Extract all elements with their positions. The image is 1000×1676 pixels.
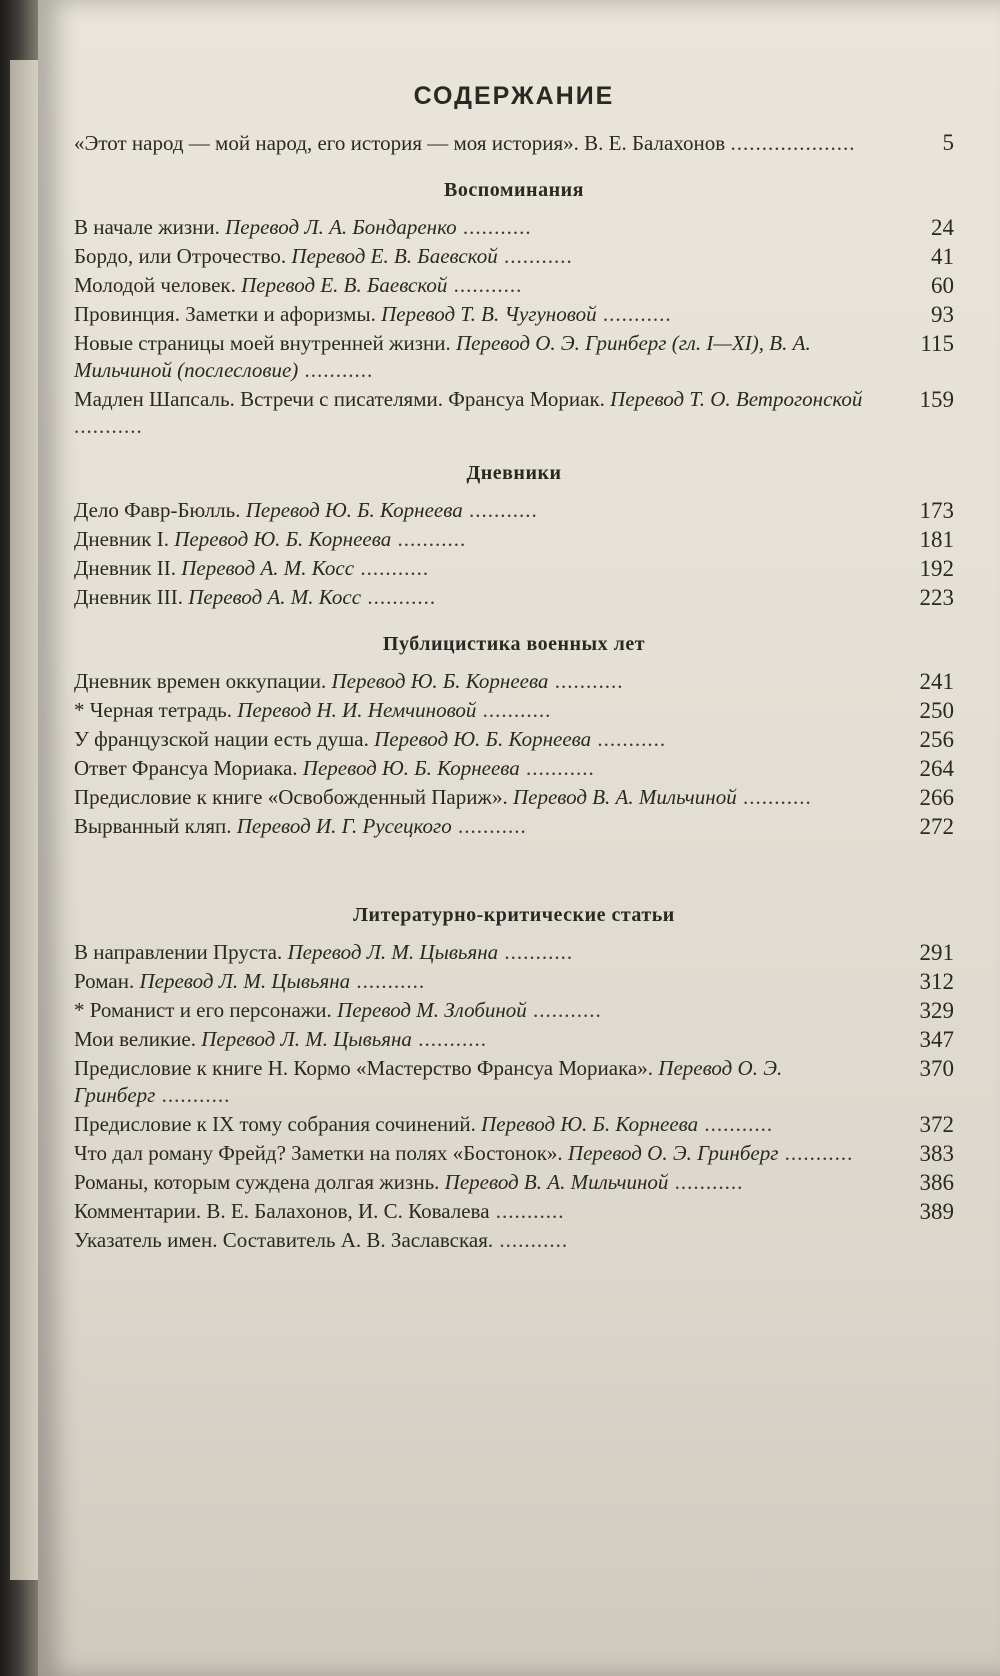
entry-title: Ответ Франсуа Мориака.: [74, 756, 303, 780]
leader-dots: ...........: [451, 814, 527, 838]
entry-title: В начале жизни.: [74, 215, 226, 239]
leader-dots: ...........: [350, 969, 426, 993]
entry-translator: Перевод Ю. Б. Корнеева: [174, 527, 392, 551]
leader-dots: ...........: [489, 1199, 565, 1223]
leader-dots: ...........: [498, 940, 574, 964]
toc-entry: [74, 497, 954, 524]
entry-page-number: 312: [919, 969, 954, 994]
intro-page-number: 5: [942, 130, 954, 155]
entry-page-number: 241: [919, 669, 954, 694]
entry-title: Предисловие к книге «Освобожденный Париж».: [74, 785, 513, 809]
leader-dots: ...........: [155, 1083, 231, 1107]
toc-entry: [74, 1227, 954, 1254]
entry-page-number: 347: [919, 1027, 954, 1052]
entry-title: Бордо, или Отрочество.: [74, 244, 292, 268]
entry-translator: Перевод А. М. Косс: [181, 556, 355, 580]
leader-dots: ...........: [354, 556, 430, 580]
entry-title: Дневник времен оккупации.: [74, 669, 332, 693]
entry-page-number: 372: [919, 1112, 954, 1137]
toc-entry: [74, 997, 954, 1024]
entry-title: Мои великие.: [74, 1027, 202, 1051]
intro-text: «Этот народ — мой народ, его история — моя история». В. Е. Балахонов: [74, 131, 726, 155]
entry-translator: Перевод Л. М. Цывьяна: [287, 940, 499, 964]
entry-page-number: 181: [919, 527, 954, 552]
entry-title: Предисловие к книге Н. Кормо «Мастерство Франсуа Мориака».: [74, 1056, 659, 1080]
toc-entry: [74, 1169, 954, 1196]
toc-entry: [74, 939, 954, 966]
leader-dots: ...........: [456, 215, 532, 239]
leader-dots: ...........: [74, 414, 143, 438]
toc-entry: [74, 697, 954, 724]
entry-translator: Перевод Т. В. Чугуновой: [381, 302, 597, 326]
entry-translator: Перевод Ю. Б. Корнеева: [374, 727, 592, 751]
entry-title: Провинция. Заметки и афоризмы.: [74, 302, 382, 326]
entry-translator: Перевод Ю. Б. Корнеева: [245, 498, 463, 522]
toc-entry: [74, 386, 954, 440]
entry-title: Молодой человек.: [74, 273, 242, 297]
entry-page-number: 264: [919, 756, 954, 781]
entry-page-number: 370: [919, 1056, 954, 1081]
table-of-contents: [74, 70, 954, 1256]
entry-page-number: 192: [919, 556, 954, 581]
entry-page-number: 93: [931, 302, 954, 327]
toc-entry: [74, 1198, 954, 1225]
entry-page-number: 266: [919, 785, 954, 810]
entry-translator: Перевод Н. И. Немчиновой: [237, 698, 477, 722]
toc-entry: [74, 330, 954, 384]
entry-page-number: 389: [919, 1199, 954, 1224]
entry-translator: Перевод Т. О. Ветрогонской: [610, 387, 863, 411]
entry-page-number: 383: [919, 1141, 954, 1166]
entry-title: Дневник III.: [74, 585, 189, 609]
entry-title: Что дал роману Фрейд? Заметки на полях «Бостонок».: [74, 1141, 568, 1165]
leader-dots: ...........: [497, 244, 573, 268]
toc-entry: [74, 584, 954, 611]
entry-title: Указатель имен. Составитель А. В. Заславская.: [74, 1228, 494, 1252]
toc-entry: [74, 784, 954, 811]
entry-title: * Черная тетрадь.: [74, 698, 238, 722]
leader-dots: ...........: [526, 998, 602, 1022]
leader-dots: ...........: [411, 1027, 487, 1051]
entry-title: Дневник II.: [74, 556, 182, 580]
toc-entry: [74, 243, 954, 270]
entry-page-number: 60: [931, 273, 954, 298]
entry-title: Дневник I.: [74, 527, 175, 551]
entry-page-number: 24: [931, 215, 954, 240]
section-spacer: [74, 842, 954, 882]
entry-title: Новые страницы моей внутренней жизни.: [74, 331, 456, 355]
toc-entry: [74, 272, 954, 299]
leader-dots: ...........: [778, 1141, 854, 1165]
leader-dots: ...........: [447, 273, 523, 297]
entry-page-number: 329: [919, 998, 954, 1023]
entry-title: Дело Фавр-Бюлль.: [74, 498, 246, 522]
entry-translator: Перевод А. М. Косс: [188, 585, 362, 609]
section-title: Дневники: [466, 462, 562, 484]
leader-dots: ...........: [476, 698, 552, 722]
entry-translator: Перевод Е. В. Баевской: [241, 273, 448, 297]
entry-translator: Перевод О. Э. Гринберг: [74, 1056, 783, 1107]
toc-entry: [74, 668, 954, 695]
entry-translator: Перевод Л. М. Цывьяна: [139, 969, 351, 993]
entry-translator: Перевод Л. М. Цывьяна: [201, 1027, 412, 1051]
leader-dots: ...........: [391, 527, 467, 551]
leader-dots: ...........: [493, 1228, 569, 1252]
entry-translator: Перевод В. А. Мильчиной: [512, 785, 737, 809]
entry-title: В направлении Пруста.: [74, 940, 288, 964]
section-title: Публицистика военных лет: [382, 633, 646, 655]
entry-title: Романы, которым суждена долгая жизнь.: [74, 1170, 445, 1194]
leader-dots: ...........: [548, 669, 624, 693]
leader-dots: ...........: [298, 358, 374, 382]
leader-dots: ...........: [361, 585, 437, 609]
entry-page-number: 272: [919, 814, 954, 839]
entry-title: Предисловие к IX тому собрания сочинений.: [74, 1112, 482, 1136]
leader-dots: ....................: [730, 131, 856, 155]
toc-entry: [74, 1026, 954, 1053]
page-title: СОДЕРЖАНИЕ: [413, 82, 615, 110]
toc-entry: [74, 813, 954, 840]
leader-dots: ...........: [668, 1170, 744, 1194]
leader-dots: ...........: [736, 785, 812, 809]
entry-title: * Романист и его персонажи.: [74, 998, 338, 1022]
entry-translator: Перевод Л. А. Бондаренко: [225, 215, 457, 239]
left-page-edge: [10, 60, 38, 1580]
section-title: Воспоминания: [444, 179, 584, 201]
leader-dots: ...........: [596, 302, 672, 326]
book-page: [38, 0, 1000, 1676]
entry-page-number: 159: [919, 387, 954, 412]
toc-entry: [74, 214, 954, 241]
entry-page-number: 256: [919, 727, 954, 752]
entry-page-number: 115: [920, 331, 954, 356]
entry-translator: Перевод И. Г. Русецкого: [236, 814, 452, 838]
entry-title: Мадлен Шапсаль. Встречи с писателями. Франсуа Мориак.: [74, 387, 611, 411]
toc-entry: [74, 726, 954, 753]
intro-entry: [74, 129, 954, 157]
entry-translator: Перевод Ю. Б. Корнеева: [481, 1112, 699, 1136]
toc-entry: [74, 526, 954, 553]
toc-entry: [74, 755, 954, 782]
entry-translator: Перевод М. Злобиной: [337, 998, 527, 1022]
toc-entry: [74, 1111, 954, 1138]
toc-entry: [74, 1140, 954, 1167]
entry-translator: Перевод Ю. Б. Корнеева: [331, 669, 549, 693]
entry-page-number: 41: [931, 244, 954, 269]
entry-page-number: 250: [919, 698, 954, 723]
entry-page-number: 173: [919, 498, 954, 523]
toc-entry: [74, 1055, 954, 1109]
entry-page-number: 291: [919, 940, 954, 965]
entry-translator: Перевод Ю. Б. Корнеева: [302, 756, 520, 780]
leader-dots: ...........: [519, 756, 595, 780]
section-title: Литературно-критические статьи: [353, 904, 675, 926]
sections-container: [74, 179, 954, 1254]
entry-translator: Перевод В. А. Мильчиной: [444, 1170, 669, 1194]
entry-page-number: 386: [919, 1170, 954, 1195]
entry-title: Вырванный кляп.: [74, 814, 237, 838]
entry-translator: Перевод О. Э. Гринберг (гл. I—XI), В. А. Мильчиной (послесловие): [74, 331, 811, 382]
entry-translator: Перевод О. Э. Гринберг: [567, 1141, 779, 1165]
toc-entry: [74, 555, 954, 582]
entry-translator: Перевод Е. В. Баевской: [291, 244, 498, 268]
entry-title: Комментарии. В. Е. Балахонов, И. С. Ковалева: [74, 1199, 490, 1223]
leader-dots: ...........: [698, 1112, 774, 1136]
leader-dots: ...........: [462, 498, 538, 522]
entry-title: Роман.: [74, 969, 140, 993]
toc-entry: [74, 301, 954, 328]
entry-title: У французской нации есть душа.: [74, 727, 375, 751]
leader-dots: ...........: [591, 727, 667, 751]
entry-page-number: 223: [919, 585, 954, 610]
toc-entry: [74, 968, 954, 995]
